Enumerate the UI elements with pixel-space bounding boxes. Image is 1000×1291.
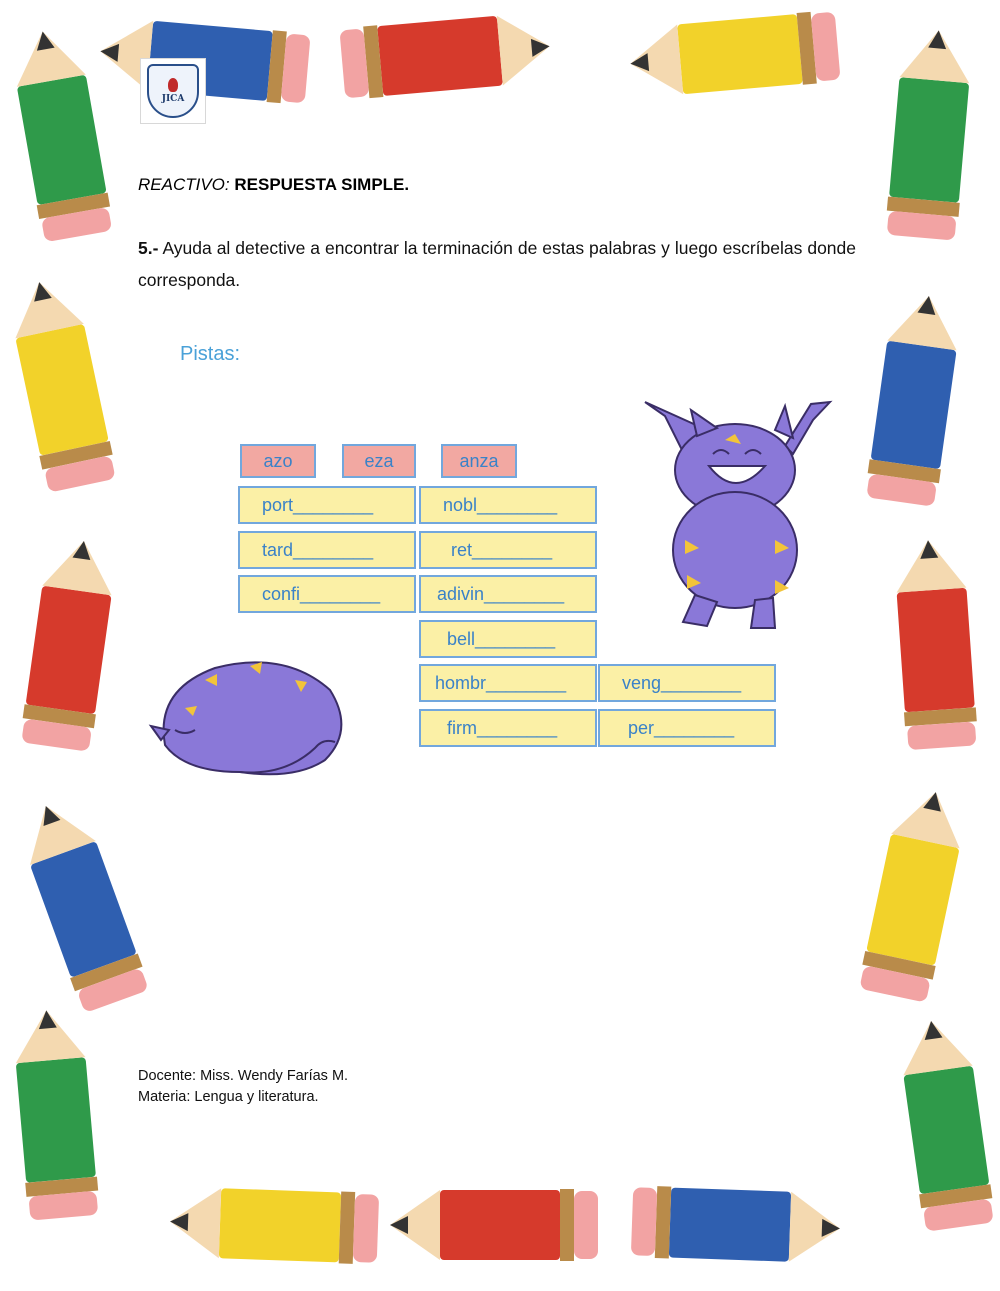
word-box-tard[interactable]: tard________ <box>238 531 416 569</box>
school-logo <box>140 58 206 124</box>
pencil-bottom-blue <box>631 1185 841 1264</box>
sleeping-cat-illustration <box>145 650 355 785</box>
pencil-right-green <box>895 1016 995 1232</box>
logo-flame-icon <box>168 78 178 92</box>
pencil-right-red <box>892 538 978 751</box>
word-box-adivin[interactable]: adivin________ <box>419 575 597 613</box>
happy-monster-illustration <box>625 390 850 635</box>
pencil-right-yellow <box>857 785 971 1003</box>
footer-teacher: Docente: Miss. Wendy Farías M. <box>138 1068 349 1084</box>
word-box-port[interactable]: port________ <box>238 486 416 524</box>
pistas-label: Pistas: <box>180 343 241 365</box>
pencil-top-left <box>7 25 114 242</box>
logo-shield <box>147 64 199 118</box>
question-number: 5.- <box>138 238 159 258</box>
word-box-bell[interactable]: bell________ <box>419 620 597 658</box>
word-box-confi[interactable]: confi________ <box>238 575 416 613</box>
pencil-right-blue <box>864 291 964 507</box>
pencil-left-green <box>10 1007 100 1220</box>
hint-anza[interactable]: anza <box>441 444 517 478</box>
footer-subject: Materia: Lengua y literatura. <box>138 1089 319 1105</box>
footer <box>138 1066 348 1108</box>
instruction-text <box>138 232 856 296</box>
pencil-left-red <box>19 536 119 752</box>
word-box-hombr[interactable]: hombr________ <box>419 664 597 702</box>
word-box-nobl[interactable]: nobl________ <box>419 486 597 524</box>
hint-azo[interactable]: azo <box>240 444 316 478</box>
word-box-veng[interactable]: veng________ <box>598 664 776 702</box>
pencil-top-red <box>339 10 552 100</box>
logo-text: JICA <box>161 94 185 104</box>
question-text: Ayuda al detective a encontrar la terminación de estas palabras y luego escríbelas donde corresponda. <box>138 238 856 290</box>
pencil-bottom-yellow <box>169 1186 379 1265</box>
hint-eza[interactable]: eza <box>342 444 416 478</box>
pencil-left-blue <box>12 794 151 1014</box>
word-box-firm[interactable]: firm________ <box>419 709 597 747</box>
heading-type: RESPUESTA SIMPLE. <box>234 175 410 194</box>
pencil-top-yellow <box>627 10 840 100</box>
word-box-ret[interactable]: ret________ <box>419 531 597 569</box>
heading-label: REACTIVO: <box>138 175 230 194</box>
pencil-bottom-red <box>390 1189 598 1261</box>
pencil-top-right <box>885 27 975 240</box>
question-type-heading <box>138 175 409 195</box>
word-box-per[interactable]: per________ <box>598 709 776 747</box>
pencil-left-yellow <box>4 275 118 493</box>
